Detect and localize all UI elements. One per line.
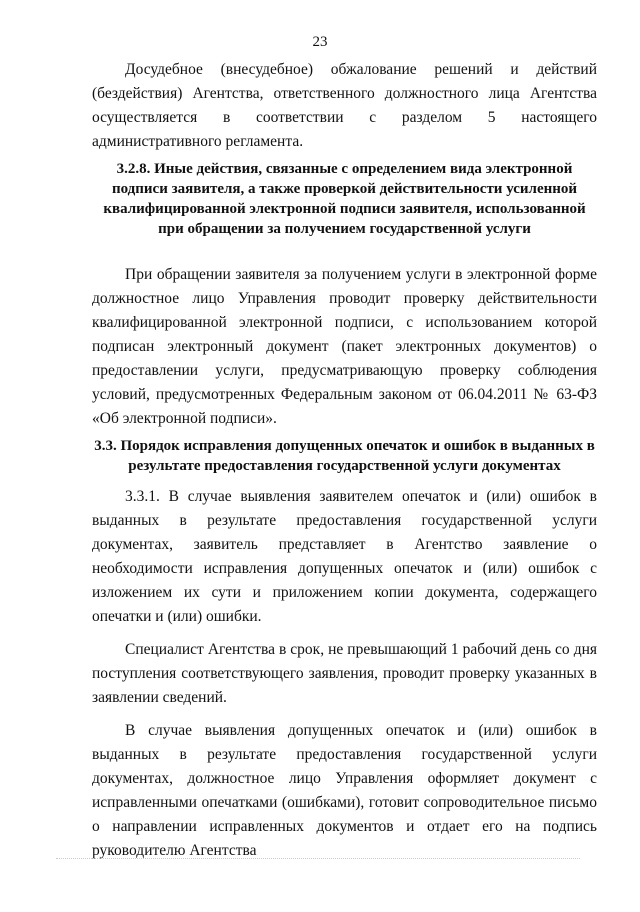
spacer	[92, 710, 597, 719]
section-heading-3-3: 3.3. Порядок исправления допущенных опечаток и ошибок в выданных в результате предоставления государственной услуги документах	[94, 438, 595, 474]
paragraph-appeal: Досудебное (внесудебное) обжалование решений и действий (бездействия) Агентства, ответственного должностного лица Агентства осуществляется в соответствии с разделом 5 настоящего административного регламента.	[92, 61, 597, 150]
scan-edge-mark	[56, 858, 580, 859]
paragraph-corrections: В случае выявления допущенных опечаток и (или) ошибок в выданных в результате предоставления государственной услуги документах, должностное лицо Управления оформляет документ с исправленными опечатками (ошибками), готовит сопроводительное письмо о направлении исправленных документов и отдает его на подпись руководителю Агентства	[92, 722, 597, 859]
paragraph-specialist-check: Специалист Агентства в срок, не превышающий 1 рабочий день со дня поступления соответствующего заявления, проводит проверку указанных в заявлении сведений.	[92, 641, 597, 706]
spacer	[92, 476, 597, 485]
spacer	[92, 629, 597, 638]
paragraph-3-3-1: 3.3.1. В случае выявления заявителем опечаток и (или) ошибок в выданных в результате предоставления государственной услуги документах, заявитель представляет в Агентство заявление о необходимости исправления допущенных опечаток и (или) ошибок с изложением их сути и приложением копии документа, содержащего опечатки и (или) ошибки.	[92, 488, 597, 625]
page-number: 23	[312, 34, 328, 50]
document-body	[92, 58, 597, 863]
spacer	[92, 239, 597, 263]
section-heading-3-2-8: 3.2.8. Иные действия, связанные с определением вида электронной подписи заявителя, а также проверкой действительности усиленной квалифицированной электронной подписи заявителя, использованной при обращении за получением государственной услуги	[103, 161, 586, 237]
paragraph-signature-check: При обращении заявителя за получением услуги в электронной форме должностное лицо Управления проводит проверку действительности квалифицированной электронной подписи, с использованием которой подписан электронный документ (пакет электронных документов) о предоставлении услуги, предусматривающую проверку соблюдения условий, предусмотренных Федеральным законом от 06.04.2011 № 63-ФЗ «Об электронной подписи».	[92, 266, 597, 427]
